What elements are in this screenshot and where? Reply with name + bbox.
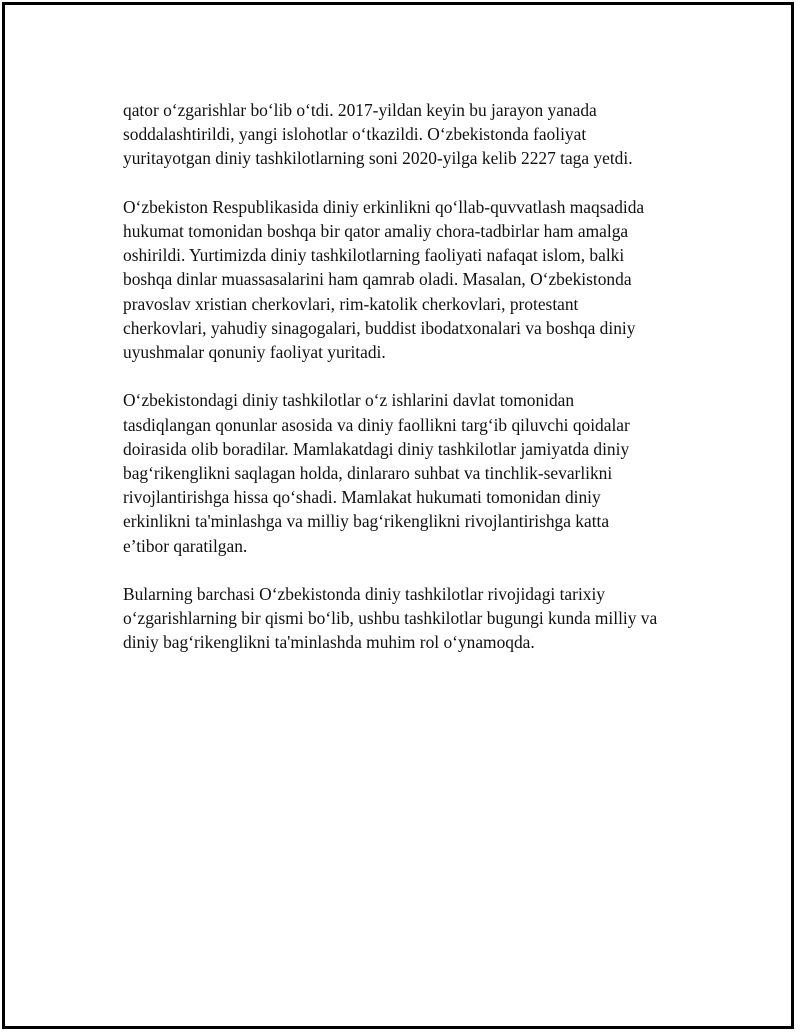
text-line: oshirildi. Yurtimizda diniy tashkilotlarning faoliyati nafaqat islom, balki: [123, 245, 625, 266]
text-line: pravoslav xristian cherkovlari, rim-katolik cherkovlari, protestant: [123, 293, 579, 314]
document-body: [123, 98, 723, 679]
text-line: tasdiqlangan qonunlar asosida va diniy faollikni targ‘ib qiluvchi qoidalar: [123, 414, 630, 435]
text-line: Bularning barchasi O‘zbekistonda diniy tashkilotlar rivojidagi tarixiy: [123, 584, 605, 605]
text-line: cherkovlari, yahudiy sinagogalari, buddist ibodatxonalari va boshqa diniy: [123, 317, 636, 338]
text-line: O‘zbekiston Respublikasida diniy erkinlikni qo‘llab-quvvatlash maqsadida: [123, 196, 645, 217]
text-line: e’tibor qaratilgan.: [123, 535, 248, 556]
text-line: O‘zbekistondagi diniy tashkilotlar o‘z ishlarini davlat tomonidan: [123, 390, 575, 411]
text-line: o‘zgarishlarning bir qismi bo‘lib, ushbu tashkilotlar bugungi kunda milliy va: [123, 608, 658, 629]
paragraph-2: [123, 195, 723, 364]
text-line: diniy bag‘rikenglikni ta'minlashda muhim rol o‘ynamoqda.: [123, 632, 535, 653]
text-line: soddalashtirildi, yangi islohotlar o‘tkazildi. O‘zbekistonda faoliyat: [123, 124, 587, 145]
text-line: erkinlikni ta'minlashga va milliy bag‘rikenglikni rivojlantirishga katta: [123, 511, 610, 532]
text-line: hukumat tomonidan boshqa bir qator amaliy chora-tadbirlar ham amalga: [123, 221, 629, 241]
text-line: bag‘rikenglikni saqlagan holda, dinlararo suhbat va tinchlik-sevarlikni: [123, 463, 613, 484]
text-line: yuritayotgan diniy tashkilotlarning soni 2020-yilga kelib 2227 taga yetdi.: [123, 148, 633, 169]
text-line: doirasida olib boradilar. Mamlakatdagi diniy tashkilotlar jamiyatda diniy: [123, 438, 630, 459]
text-line: qator o‘zgarishlar bo‘lib o‘tdi. 2017-yildan keyin bu jarayon yanada: [123, 100, 597, 120]
text-line: boshqa dinlar muassasalarini ham qamrab oladi. Masalan, O‘zbekistonda: [123, 269, 632, 290]
paragraph-4: [123, 582, 723, 655]
page-frame: [2, 2, 794, 1029]
paragraph-3: [123, 388, 723, 557]
text-line: rivojlantirishga hissa qo‘shadi. Mamlakat hukumati tomonidan diniy: [123, 487, 601, 508]
text-line: uyushmalar qonuniy faoliyat yuritadi.: [123, 342, 386, 363]
paragraph-1: [123, 98, 723, 171]
